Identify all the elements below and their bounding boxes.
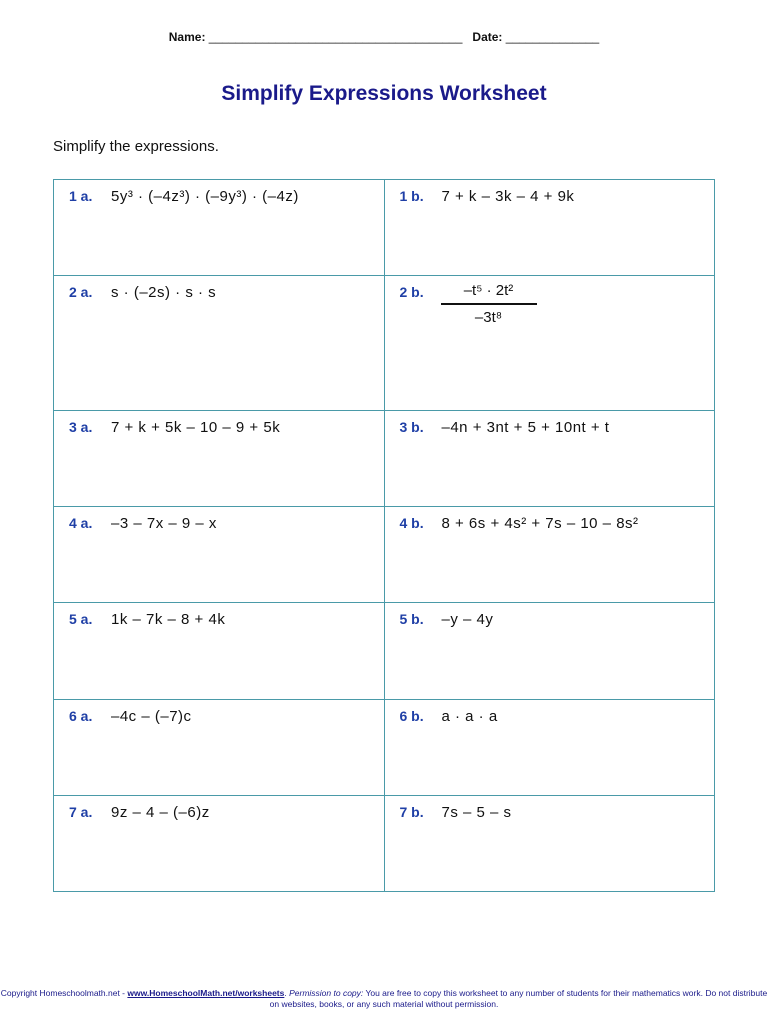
problem-number: 3 b. xyxy=(399,419,424,435)
problem-expression: s · (–2s) · s · s xyxy=(111,284,217,301)
problem-number: 5 b. xyxy=(399,611,424,627)
problem-cell xyxy=(384,180,715,276)
problem-row xyxy=(54,700,715,796)
problem-expression: –4n + 3nt + 5 + 10nt + t xyxy=(441,419,610,436)
problem-cell xyxy=(384,700,715,796)
problem-expression: 5y³ · (–4z³) · (–9y³) · (–4z) xyxy=(111,188,299,205)
problem-cell xyxy=(384,276,715,411)
fraction-numerator: –t⁵ · 2t² xyxy=(463,282,514,299)
copyright-footer: Copyright Homeschoolmath.net - www.HomeschoolMath.net/worksheets. Permission to copy: You are free to copy this worksheet to any number of students for their mathematics work. Do not distribute on websites, books, or any such material without permission. xyxy=(0,988,768,1009)
problem-row xyxy=(54,180,715,276)
problem-number: 2 b. xyxy=(399,284,424,300)
date-blank[interactable]: ______________ xyxy=(505,30,600,44)
problem-row xyxy=(54,796,715,892)
problem-expression: –4c – (–7)c xyxy=(111,708,192,725)
student-info-header xyxy=(0,30,768,44)
problem-cell xyxy=(54,700,385,796)
permission-label: Permission to copy: xyxy=(289,988,364,998)
copyright-text: Copyright Homeschoolmath.net - xyxy=(0,988,128,998)
problem-number: 4 a. xyxy=(69,515,93,531)
problem-number: 4 b. xyxy=(399,515,424,531)
problem-expression: 9z – 4 – (–6)z xyxy=(111,804,210,821)
problem-number: 5 a. xyxy=(69,611,93,627)
page-title: Simplify Expressions Worksheet xyxy=(221,82,547,105)
permission-text: You are free to copy this worksheet to any number of students for their mathematics work. Do not distribute on websites, books, or any such material without permission. xyxy=(269,988,768,1009)
problem-expression: 7 + k – 3k – 4 + 9k xyxy=(441,188,575,205)
homeschoolmath-link[interactable]: www.HomeschoolMath.net/worksheets xyxy=(127,988,285,998)
problem-row xyxy=(54,603,715,700)
problem-expression: 7 + k + 5k – 10 – 9 + 5k xyxy=(111,419,281,436)
problem-cell xyxy=(54,603,385,700)
problem-number: 3 a. xyxy=(69,419,93,435)
problem-cell xyxy=(384,603,715,700)
problem-number: 2 a. xyxy=(69,284,93,300)
problem-cell xyxy=(384,796,715,892)
date-label: Date: xyxy=(472,30,503,44)
problem-expression: a · a · a xyxy=(441,708,498,725)
fraction-expression xyxy=(441,282,537,326)
fraction-denominator: –3t⁸ xyxy=(474,309,503,326)
problem-grid xyxy=(53,179,715,892)
name-label: Name: xyxy=(168,30,206,44)
problem-expression: 1k – 7k – 8 + 4k xyxy=(111,611,226,628)
problem-cell xyxy=(54,411,385,507)
problem-cell xyxy=(54,507,385,603)
problem-cell xyxy=(384,411,715,507)
problem-cell xyxy=(384,507,715,603)
problem-expression: 7s – 5 – s xyxy=(441,804,512,821)
problem-row xyxy=(54,411,715,507)
problem-expression: –3 – 7x – 9 – x xyxy=(111,515,217,532)
problem-cell xyxy=(54,276,385,411)
problem-number: 6 a. xyxy=(69,708,93,724)
problem-number: 7 b. xyxy=(399,804,424,820)
problem-number: 1 b. xyxy=(399,188,424,204)
problem-cell xyxy=(54,180,385,276)
instructions: Simplify the expressions. xyxy=(53,138,219,155)
name-blank[interactable]: ______________________________________ xyxy=(208,30,463,44)
problem-expression: 8 + 6s + 4s² + 7s – 10 – 8s² xyxy=(441,515,639,532)
problem-number: 1 a. xyxy=(69,188,93,204)
problem-row xyxy=(54,507,715,603)
problem-cell xyxy=(54,796,385,892)
problem-expression: –y – 4y xyxy=(441,611,494,628)
problem-row xyxy=(54,276,715,411)
problem-number: 6 b. xyxy=(399,708,424,724)
problem-number: 7 a. xyxy=(69,804,93,820)
